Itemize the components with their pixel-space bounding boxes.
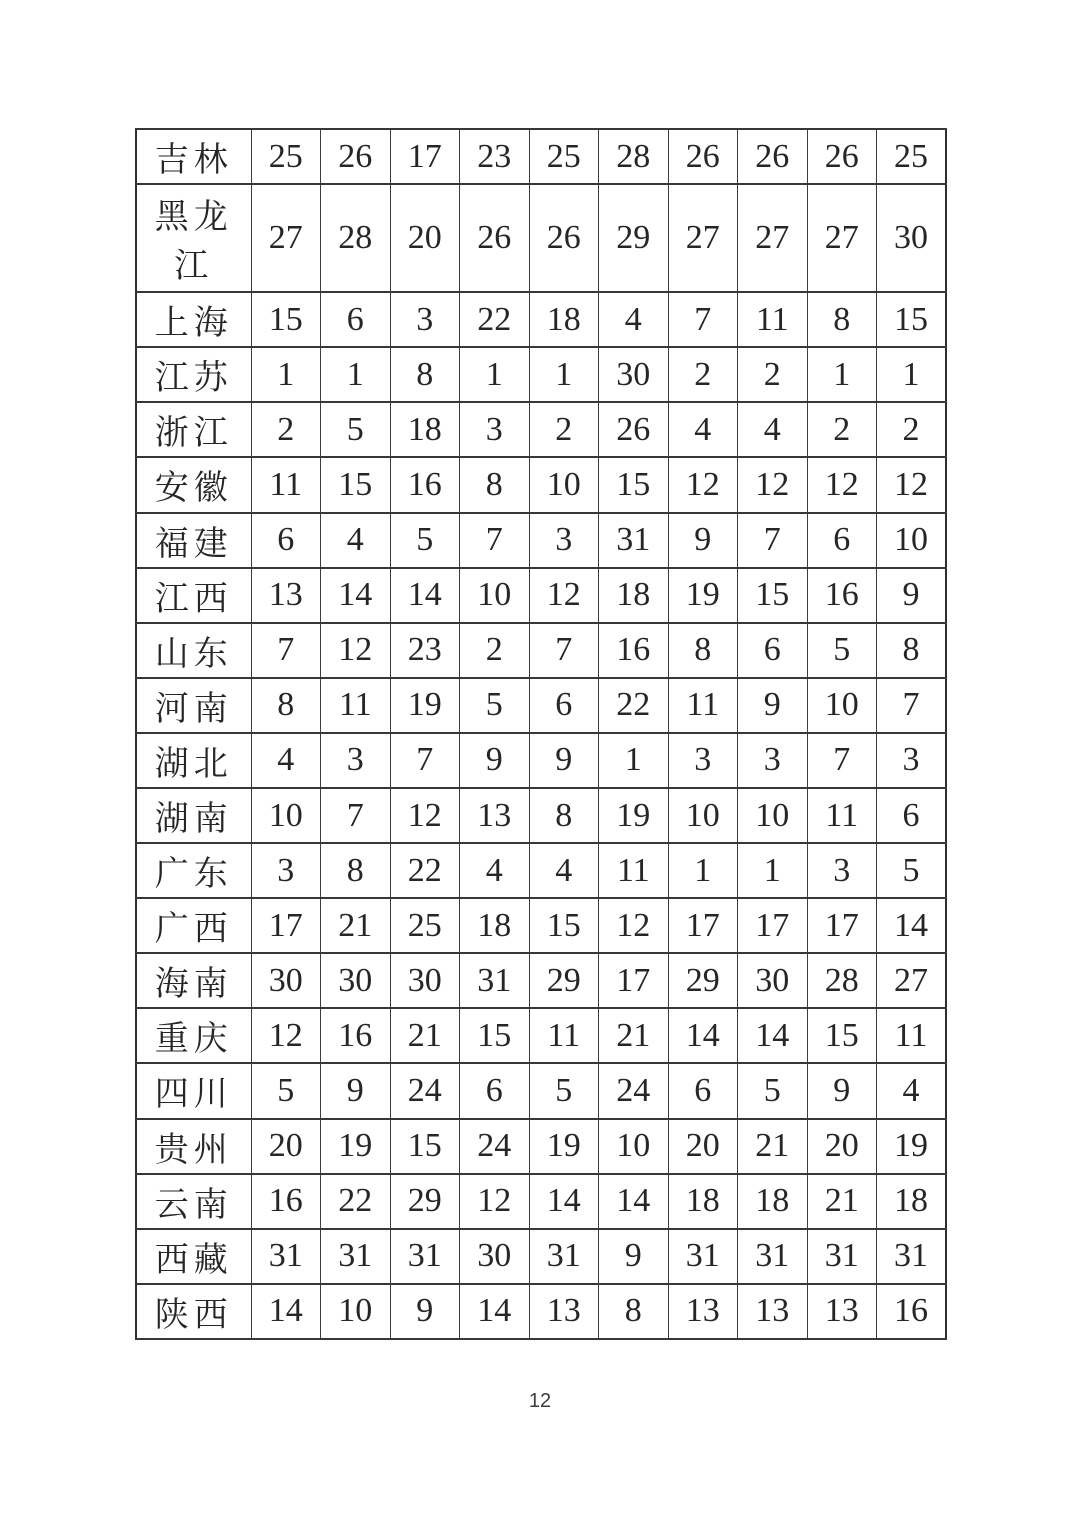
value-cell: 30 — [738, 953, 808, 1008]
value-cell: 2 — [668, 347, 738, 402]
value-cell: 8 — [321, 843, 391, 898]
value-cell: 2 — [807, 402, 877, 457]
value-cell: 11 — [529, 1008, 599, 1063]
value-cell: 6 — [321, 292, 391, 347]
value-cell: 1 — [807, 347, 877, 402]
value-cell: 26 — [807, 129, 877, 184]
value-cell: 17 — [668, 898, 738, 953]
value-cell: 4 — [460, 843, 530, 898]
value-cell: 1 — [460, 347, 530, 402]
value-cell: 6 — [738, 623, 808, 678]
value-cell: 31 — [390, 1229, 460, 1284]
value-cell: 9 — [460, 733, 530, 788]
value-cell: 31 — [738, 1229, 808, 1284]
province-cell: 山东 — [136, 623, 251, 678]
value-cell: 5 — [807, 623, 877, 678]
value-cell: 27 — [807, 184, 877, 292]
value-cell: 31 — [460, 953, 530, 1008]
value-cell: 13 — [738, 1284, 808, 1339]
value-cell: 31 — [807, 1229, 877, 1284]
value-cell: 12 — [877, 457, 947, 512]
value-cell: 4 — [251, 733, 321, 788]
value-cell: 15 — [529, 898, 599, 953]
value-cell: 10 — [321, 1284, 391, 1339]
value-cell: 17 — [390, 129, 460, 184]
value-cell: 12 — [529, 568, 599, 623]
value-cell: 30 — [599, 347, 669, 402]
value-cell: 26 — [321, 129, 391, 184]
value-cell: 8 — [251, 678, 321, 733]
value-cell: 11 — [251, 457, 321, 512]
value-cell: 24 — [390, 1063, 460, 1118]
value-cell: 9 — [390, 1284, 460, 1339]
value-cell: 4 — [321, 513, 391, 568]
province-cell: 湖南 — [136, 788, 251, 843]
value-cell: 10 — [460, 568, 530, 623]
province-cell: 广西 — [136, 898, 251, 953]
value-cell: 20 — [668, 1119, 738, 1174]
value-cell: 9 — [807, 1063, 877, 1118]
value-cell: 12 — [251, 1008, 321, 1063]
value-cell: 31 — [877, 1229, 947, 1284]
table-row — [136, 1284, 946, 1339]
value-cell: 14 — [877, 898, 947, 953]
value-cell: 31 — [599, 513, 669, 568]
value-cell: 20 — [390, 184, 460, 292]
table-row — [136, 513, 946, 568]
value-cell: 2 — [251, 402, 321, 457]
value-cell: 30 — [877, 184, 947, 292]
value-cell: 15 — [807, 1008, 877, 1063]
value-cell: 12 — [738, 457, 808, 512]
value-cell: 12 — [599, 898, 669, 953]
table-row — [136, 1063, 946, 1118]
value-cell: 7 — [877, 678, 947, 733]
value-cell: 1 — [877, 347, 947, 402]
value-cell: 25 — [390, 898, 460, 953]
value-cell: 2 — [738, 347, 808, 402]
value-cell: 26 — [599, 402, 669, 457]
value-cell: 1 — [321, 347, 391, 402]
table-row — [136, 623, 946, 678]
value-cell: 7 — [460, 513, 530, 568]
value-cell: 14 — [738, 1008, 808, 1063]
province-cell: 福建 — [136, 513, 251, 568]
province-cell: 四川 — [136, 1063, 251, 1118]
province-cell: 贵州 — [136, 1119, 251, 1174]
value-cell: 11 — [807, 788, 877, 843]
province-rank-table — [135, 128, 947, 1340]
value-cell: 17 — [599, 953, 669, 1008]
value-cell: 11 — [738, 292, 808, 347]
value-cell: 20 — [251, 1119, 321, 1174]
value-cell: 5 — [251, 1063, 321, 1118]
value-cell: 18 — [460, 898, 530, 953]
province-cell: 浙江 — [136, 402, 251, 457]
table-row — [136, 678, 946, 733]
value-cell: 2 — [877, 402, 947, 457]
value-cell: 23 — [390, 623, 460, 678]
value-cell: 21 — [390, 1008, 460, 1063]
value-cell: 11 — [599, 843, 669, 898]
value-cell: 5 — [390, 513, 460, 568]
value-cell: 3 — [321, 733, 391, 788]
province-cell: 黑龙江 — [136, 184, 251, 292]
table-row — [136, 788, 946, 843]
province-cell: 重庆 — [136, 1008, 251, 1063]
value-cell: 12 — [390, 788, 460, 843]
table-row — [136, 843, 946, 898]
value-cell: 9 — [738, 678, 808, 733]
value-cell: 6 — [877, 788, 947, 843]
table-row — [136, 457, 946, 512]
value-cell: 16 — [390, 457, 460, 512]
value-cell: 7 — [807, 733, 877, 788]
table-row — [136, 733, 946, 788]
table-row — [136, 1119, 946, 1174]
value-cell: 13 — [460, 788, 530, 843]
value-cell: 6 — [460, 1063, 530, 1118]
table-row — [136, 568, 946, 623]
province-cell: 吉林 — [136, 129, 251, 184]
value-cell: 9 — [529, 733, 599, 788]
value-cell: 19 — [529, 1119, 599, 1174]
value-cell: 8 — [668, 623, 738, 678]
value-cell: 3 — [807, 843, 877, 898]
table-row — [136, 347, 946, 402]
value-cell: 14 — [251, 1284, 321, 1339]
value-cell: 27 — [251, 184, 321, 292]
value-cell: 3 — [668, 733, 738, 788]
value-cell: 17 — [807, 898, 877, 953]
province-cell: 安徽 — [136, 457, 251, 512]
value-cell: 12 — [807, 457, 877, 512]
value-cell: 5 — [460, 678, 530, 733]
value-cell: 19 — [321, 1119, 391, 1174]
province-cell: 湖北 — [136, 733, 251, 788]
value-cell: 6 — [529, 678, 599, 733]
value-cell: 21 — [321, 898, 391, 953]
value-cell: 25 — [251, 129, 321, 184]
value-cell: 26 — [529, 184, 599, 292]
value-cell: 18 — [877, 1174, 947, 1229]
value-cell: 26 — [738, 129, 808, 184]
value-cell: 18 — [529, 292, 599, 347]
value-cell: 7 — [738, 513, 808, 568]
value-cell: 10 — [251, 788, 321, 843]
value-cell: 14 — [668, 1008, 738, 1063]
value-cell: 3 — [251, 843, 321, 898]
province-cell: 上海 — [136, 292, 251, 347]
province-cell: 江西 — [136, 568, 251, 623]
value-cell: 4 — [738, 402, 808, 457]
value-cell: 20 — [807, 1119, 877, 1174]
value-cell: 10 — [807, 678, 877, 733]
value-cell: 9 — [877, 568, 947, 623]
value-cell: 29 — [668, 953, 738, 1008]
value-cell: 4 — [668, 402, 738, 457]
value-cell: 10 — [738, 788, 808, 843]
value-cell: 4 — [877, 1063, 947, 1118]
value-cell: 6 — [251, 513, 321, 568]
value-cell: 28 — [599, 129, 669, 184]
value-cell: 17 — [251, 898, 321, 953]
value-cell: 19 — [668, 568, 738, 623]
value-cell: 9 — [321, 1063, 391, 1118]
value-cell: 7 — [668, 292, 738, 347]
value-cell: 12 — [321, 623, 391, 678]
value-cell: 7 — [529, 623, 599, 678]
value-cell: 19 — [390, 678, 460, 733]
value-cell: 25 — [877, 129, 947, 184]
value-cell: 15 — [390, 1119, 460, 1174]
value-cell: 2 — [460, 623, 530, 678]
value-cell: 29 — [390, 1174, 460, 1229]
value-cell: 30 — [390, 953, 460, 1008]
value-cell: 4 — [529, 843, 599, 898]
value-cell: 5 — [738, 1063, 808, 1118]
province-cell: 江苏 — [136, 347, 251, 402]
value-cell: 28 — [321, 184, 391, 292]
value-cell: 18 — [738, 1174, 808, 1229]
value-cell: 15 — [738, 568, 808, 623]
value-cell: 10 — [529, 457, 599, 512]
value-cell: 23 — [460, 129, 530, 184]
value-cell: 4 — [599, 292, 669, 347]
value-cell: 15 — [599, 457, 669, 512]
value-cell: 12 — [668, 457, 738, 512]
value-cell: 7 — [321, 788, 391, 843]
value-cell: 6 — [807, 513, 877, 568]
table-row — [136, 898, 946, 953]
value-cell: 21 — [807, 1174, 877, 1229]
table-row — [136, 953, 946, 1008]
value-cell: 15 — [321, 457, 391, 512]
value-cell: 22 — [599, 678, 669, 733]
table-row — [136, 1229, 946, 1284]
value-cell: 8 — [877, 623, 947, 678]
value-cell: 31 — [529, 1229, 599, 1284]
value-cell: 16 — [599, 623, 669, 678]
value-cell: 27 — [877, 953, 947, 1008]
table-row — [136, 129, 946, 184]
value-cell: 18 — [668, 1174, 738, 1229]
value-cell: 27 — [738, 184, 808, 292]
value-cell: 27 — [668, 184, 738, 292]
value-cell: 18 — [390, 402, 460, 457]
value-cell: 18 — [599, 568, 669, 623]
value-cell: 1 — [599, 733, 669, 788]
value-cell: 15 — [251, 292, 321, 347]
value-cell: 13 — [668, 1284, 738, 1339]
value-cell: 1 — [251, 347, 321, 402]
value-cell: 21 — [599, 1008, 669, 1063]
value-cell: 3 — [877, 733, 947, 788]
value-cell: 31 — [668, 1229, 738, 1284]
province-cell: 云南 — [136, 1174, 251, 1229]
value-cell: 1 — [529, 347, 599, 402]
value-cell: 30 — [251, 953, 321, 1008]
table-body — [136, 129, 946, 1339]
value-cell: 15 — [460, 1008, 530, 1063]
value-cell: 5 — [529, 1063, 599, 1118]
page-number: 12 — [528, 1390, 552, 1412]
value-cell: 2 — [529, 402, 599, 457]
table-row — [136, 402, 946, 457]
value-cell: 24 — [460, 1119, 530, 1174]
province-cell: 河南 — [136, 678, 251, 733]
value-cell: 8 — [460, 457, 530, 512]
value-cell: 16 — [321, 1008, 391, 1063]
value-cell: 8 — [390, 347, 460, 402]
value-cell: 16 — [251, 1174, 321, 1229]
table-row — [136, 1174, 946, 1229]
value-cell: 13 — [529, 1284, 599, 1339]
value-cell: 1 — [668, 843, 738, 898]
value-cell: 9 — [599, 1229, 669, 1284]
value-cell: 8 — [807, 292, 877, 347]
value-cell: 31 — [251, 1229, 321, 1284]
value-cell: 25 — [529, 129, 599, 184]
value-cell: 14 — [321, 568, 391, 623]
value-cell: 7 — [390, 733, 460, 788]
value-cell: 30 — [321, 953, 391, 1008]
value-cell: 5 — [321, 402, 391, 457]
value-cell: 22 — [321, 1174, 391, 1229]
value-cell: 10 — [877, 513, 947, 568]
value-cell: 15 — [877, 292, 947, 347]
value-cell: 22 — [460, 292, 530, 347]
value-cell: 21 — [738, 1119, 808, 1174]
table-row — [136, 292, 946, 347]
province-cell: 陕西 — [136, 1284, 251, 1339]
value-cell: 22 — [390, 843, 460, 898]
value-cell: 31 — [321, 1229, 391, 1284]
value-cell: 19 — [599, 788, 669, 843]
value-cell: 14 — [460, 1284, 530, 1339]
value-cell: 6 — [668, 1063, 738, 1118]
value-cell: 30 — [460, 1229, 530, 1284]
value-cell: 11 — [321, 678, 391, 733]
value-cell: 12 — [460, 1174, 530, 1229]
value-cell: 5 — [877, 843, 947, 898]
value-cell: 13 — [251, 568, 321, 623]
value-cell: 14 — [529, 1174, 599, 1229]
value-cell: 17 — [738, 898, 808, 953]
value-cell: 16 — [877, 1284, 947, 1339]
value-cell: 3 — [529, 513, 599, 568]
value-cell: 29 — [599, 184, 669, 292]
value-cell: 10 — [668, 788, 738, 843]
value-cell: 11 — [668, 678, 738, 733]
province-cell: 广东 — [136, 843, 251, 898]
value-cell: 13 — [807, 1284, 877, 1339]
value-cell: 1 — [738, 843, 808, 898]
value-cell: 14 — [390, 568, 460, 623]
province-cell: 西藏 — [136, 1229, 251, 1284]
table-row — [136, 184, 946, 292]
value-cell: 3 — [460, 402, 530, 457]
value-cell: 7 — [251, 623, 321, 678]
value-cell: 8 — [599, 1284, 669, 1339]
value-cell: 14 — [599, 1174, 669, 1229]
value-cell: 29 — [529, 953, 599, 1008]
value-cell: 8 — [529, 788, 599, 843]
value-cell: 26 — [460, 184, 530, 292]
value-cell: 9 — [668, 513, 738, 568]
value-cell: 19 — [877, 1119, 947, 1174]
value-cell: 10 — [599, 1119, 669, 1174]
table-row — [136, 1008, 946, 1063]
value-cell: 3 — [738, 733, 808, 788]
province-cell: 海南 — [136, 953, 251, 1008]
value-cell: 24 — [599, 1063, 669, 1118]
value-cell: 26 — [668, 129, 738, 184]
value-cell: 11 — [877, 1008, 947, 1063]
value-cell: 28 — [807, 953, 877, 1008]
value-cell: 3 — [390, 292, 460, 347]
value-cell: 16 — [807, 568, 877, 623]
